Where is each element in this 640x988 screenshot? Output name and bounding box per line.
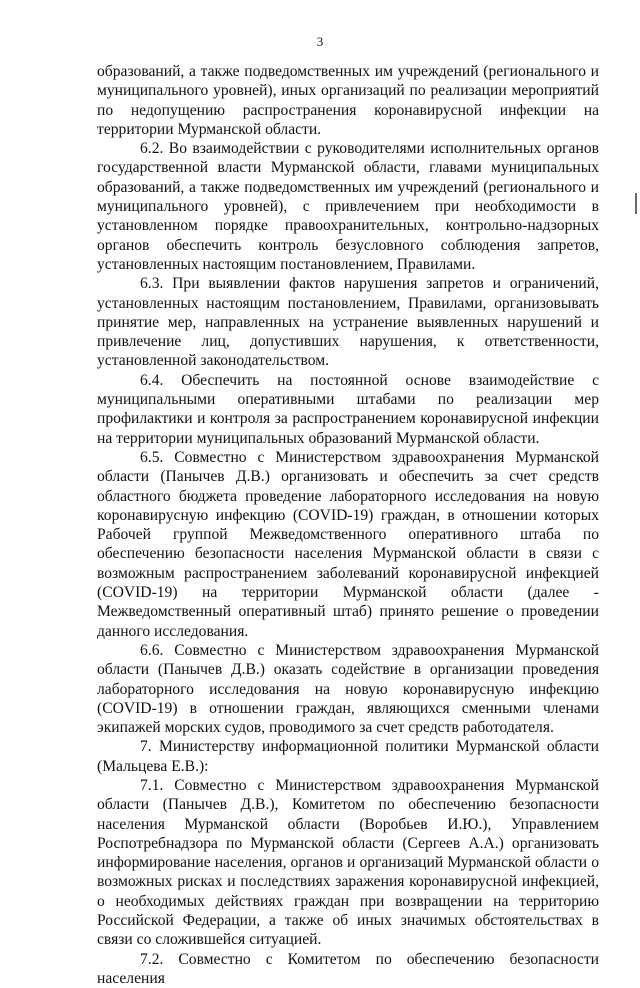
page-number: 3 (316, 34, 324, 49)
document-body (97, 62, 599, 988)
paragraph-6-5: 6.5. Совместно с Министерством здравоохранения Мурманской области (Панычев Д.В.) организовать и обеспечить за счет средств областного бюджета проведение лабораторного исследования на новую коронавирусную инфекцию (COVID-19) граждан, в отношении которых Рабочей группой Межведомственного оперативного штаба по обеспечению безопасности населения Мурманской области в связи с возможным распространением заболеваний коронавирусной инфекцией (COVID-19) на территории Мурманской области (далее - Межведомственный оперативный штаб) принято решение о проведении данного исследования. (97, 448, 599, 640)
paragraph-7: 7. Министерству информационной политики Мурманской области (Мальцева Е.В.): (97, 738, 599, 775)
paragraph-6-3: 6.3. При выявлении фактов нарушения запретов и ограничений, установленных настоящим постановлением, Правилами, организовывать принятие мер, направленных на устранение выявленных нарушений и привлечение лиц, допустивших нарушения, к ответственности, установленной законодательством. (97, 275, 599, 370)
paragraph-7-1: 7.1. Совместно с Министерством здравоохранения Мурманской области (Панычев Д.В.), Комитетом по обеспечению безопасности населения Мурманской области (Воробьев И.Ю.), Управлением Роспотребнадзора по Мурманской области (Сергеев А.А.) организовать информирование населения, органов и организаций Мурманской области о возможных рисках и последствиях заражения коронавирусной инфекцией, о необходимых действиях граждан при возвращении на территорию Российской Федерации, а также об иных значимых обстоятельствах в связи со сложившейся ситуацией. (97, 776, 599, 949)
paragraph-continuation: образований, а также подведомственных им учреждений (регионального и муниципального уровней), иных организаций по реализации мероприятий по недопущению распространения коронавирусной инфекции на территории Мурманской области. (97, 63, 599, 138)
paragraph-6-6: 6.6. Совместно с Министерством здравоохранения Мурманской области (Панычев Д.В.) оказать содействие в организации проведения лабораторного исследования на новую коронавирусную инфекцию (COVID-19) в отношении граждан, являющихся сменными членами экипажей морских судов, проводимого за счет средств работодателя. (97, 641, 599, 737)
scan-edge-mark (635, 193, 637, 214)
paragraph-6-4: 6.4. Обеспечить на постоянной основе взаимодействие с муниципальными оперативными штабами по реализации мер профилактики и контроля за распространением коронавирусной инфекции на территории муниципальных образований Мурманской области. (97, 371, 599, 447)
paragraph-6-2: 6.2. Во взаимодействии с руководителями исполнительных органов государственной власти Мурманской области, главами муниципальных образований, а также подведомственных им учреждений (регионального и муниципального уровней), с привлечением при необходимости в установленном порядке правоохранительных, контрольно-надзорных органов обеспечить контроль безусловного соблюдения запретов, установленных настоящим постановлением, Правилами. (97, 140, 599, 273)
paragraph-7-2: 7.2. Совместно с Комитетом по обеспечению безопасности населения (97, 950, 599, 987)
